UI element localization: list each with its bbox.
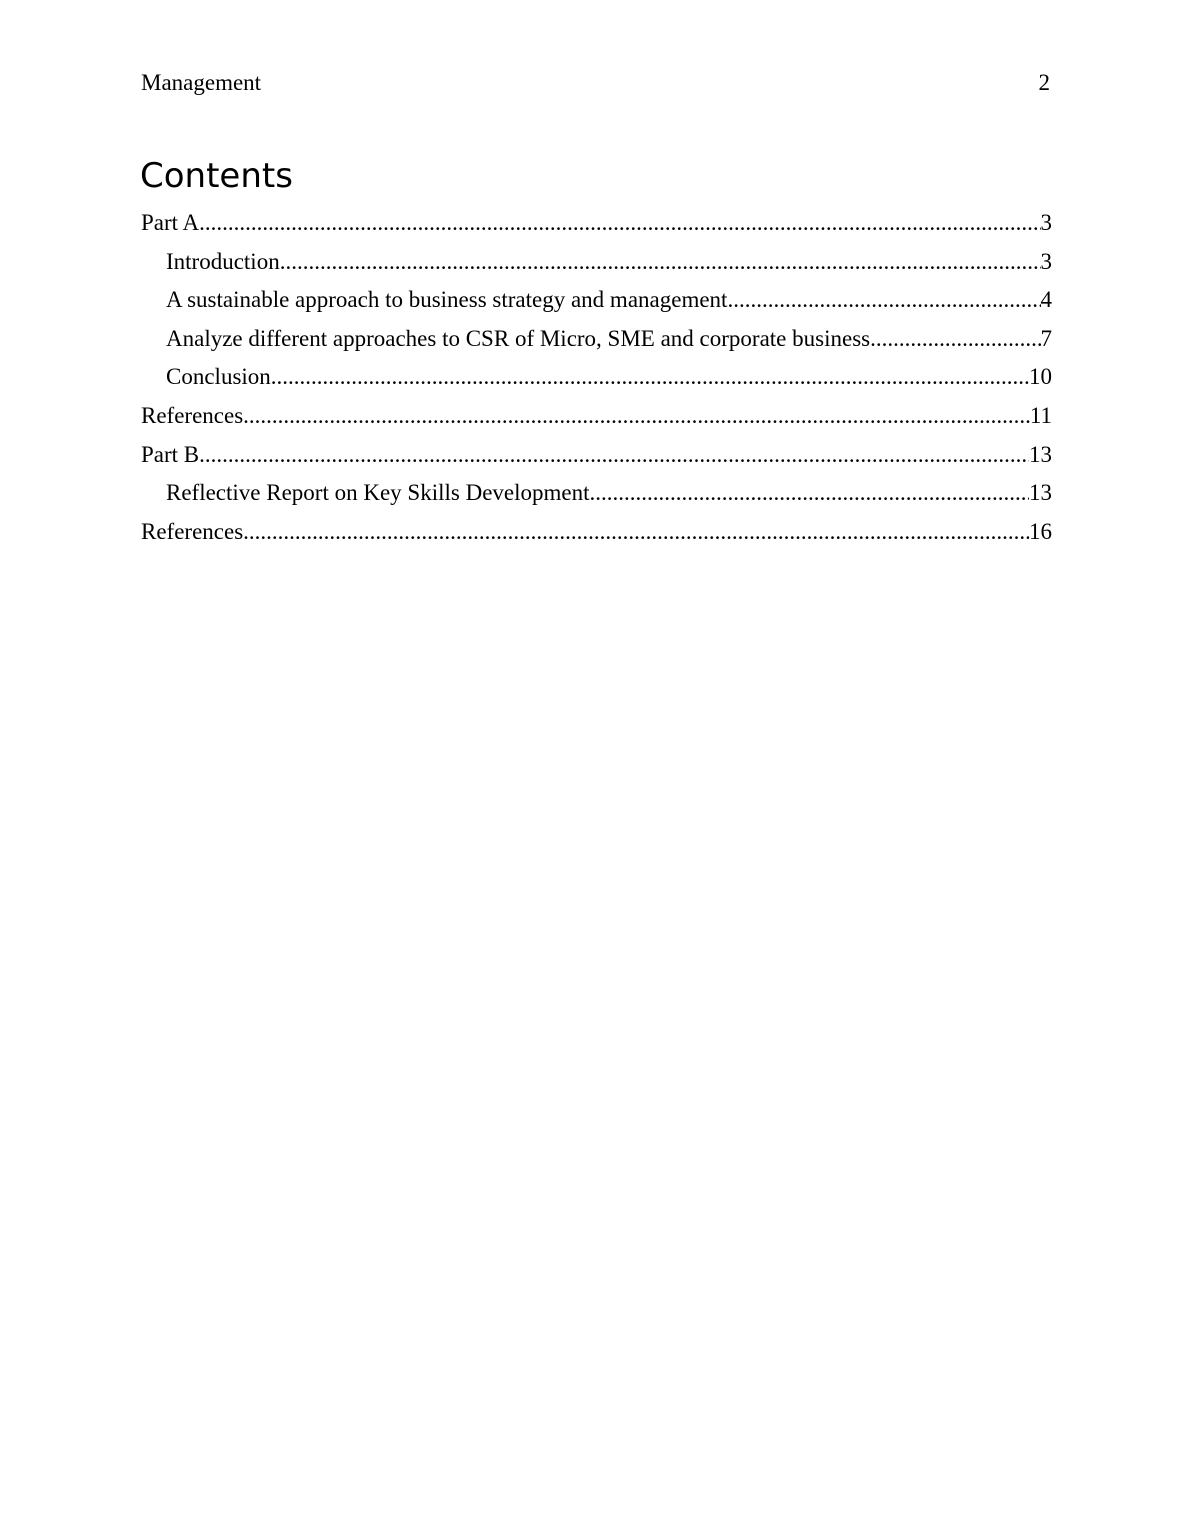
toc-entry <box>141 397 1052 436</box>
table-of-contents <box>141 204 1052 551</box>
toc-entry <box>141 204 1052 243</box>
toc-leader-dots <box>199 436 1029 475</box>
toc-page-number: 7 <box>1040 325 1052 351</box>
toc-page-number: 16 <box>1029 518 1052 544</box>
page-header <box>141 70 1050 96</box>
toc-entry-title: Analyze different approaches to CSR of Micro, SME and corporate business <box>166 325 871 351</box>
toc-entry-title: References <box>141 402 244 428</box>
toc-entry-title: Conclusion <box>166 364 271 390</box>
toc-leader-dots <box>727 281 1040 320</box>
toc-entry-title: Introduction <box>166 248 280 274</box>
toc-page-number: 3 <box>1040 248 1052 274</box>
contents-heading: Contents <box>140 156 293 196</box>
toc-page-number: 13 <box>1029 480 1052 506</box>
toc-leader-dots <box>243 397 1030 436</box>
toc-page-number: 4 <box>1040 287 1052 313</box>
toc-entry <box>141 436 1052 475</box>
toc-entry-title: Part B <box>141 441 200 467</box>
toc-leader-dots <box>870 320 1040 359</box>
toc-entry <box>141 474 1052 513</box>
toc-entry-title: Reflective Report on Key Skills Development <box>166 480 590 506</box>
toc-page-number: 10 <box>1029 364 1052 390</box>
toc-entry <box>141 281 1052 320</box>
toc-page-number: 3 <box>1040 210 1052 235</box>
toc-leader-dots <box>243 513 1029 552</box>
toc-entry <box>141 358 1052 397</box>
toc-leader-dots <box>199 204 1040 243</box>
header-page-number: 2 <box>1038 70 1050 95</box>
toc-page-number: 11 <box>1029 402 1052 428</box>
toc-leader-dots <box>590 474 1030 513</box>
toc-entry-title: A sustainable approach to business strategy and management <box>166 287 728 313</box>
toc-entry <box>141 243 1052 282</box>
toc-entry <box>141 320 1052 359</box>
toc-entry <box>141 513 1052 552</box>
toc-entry-title: References <box>141 518 244 544</box>
toc-leader-dots <box>280 243 1041 282</box>
header-running-title: Management <box>141 70 262 95</box>
toc-page-number: 13 <box>1029 441 1052 467</box>
toc-leader-dots <box>271 358 1029 397</box>
toc-entry-title: Part A <box>141 210 200 235</box>
